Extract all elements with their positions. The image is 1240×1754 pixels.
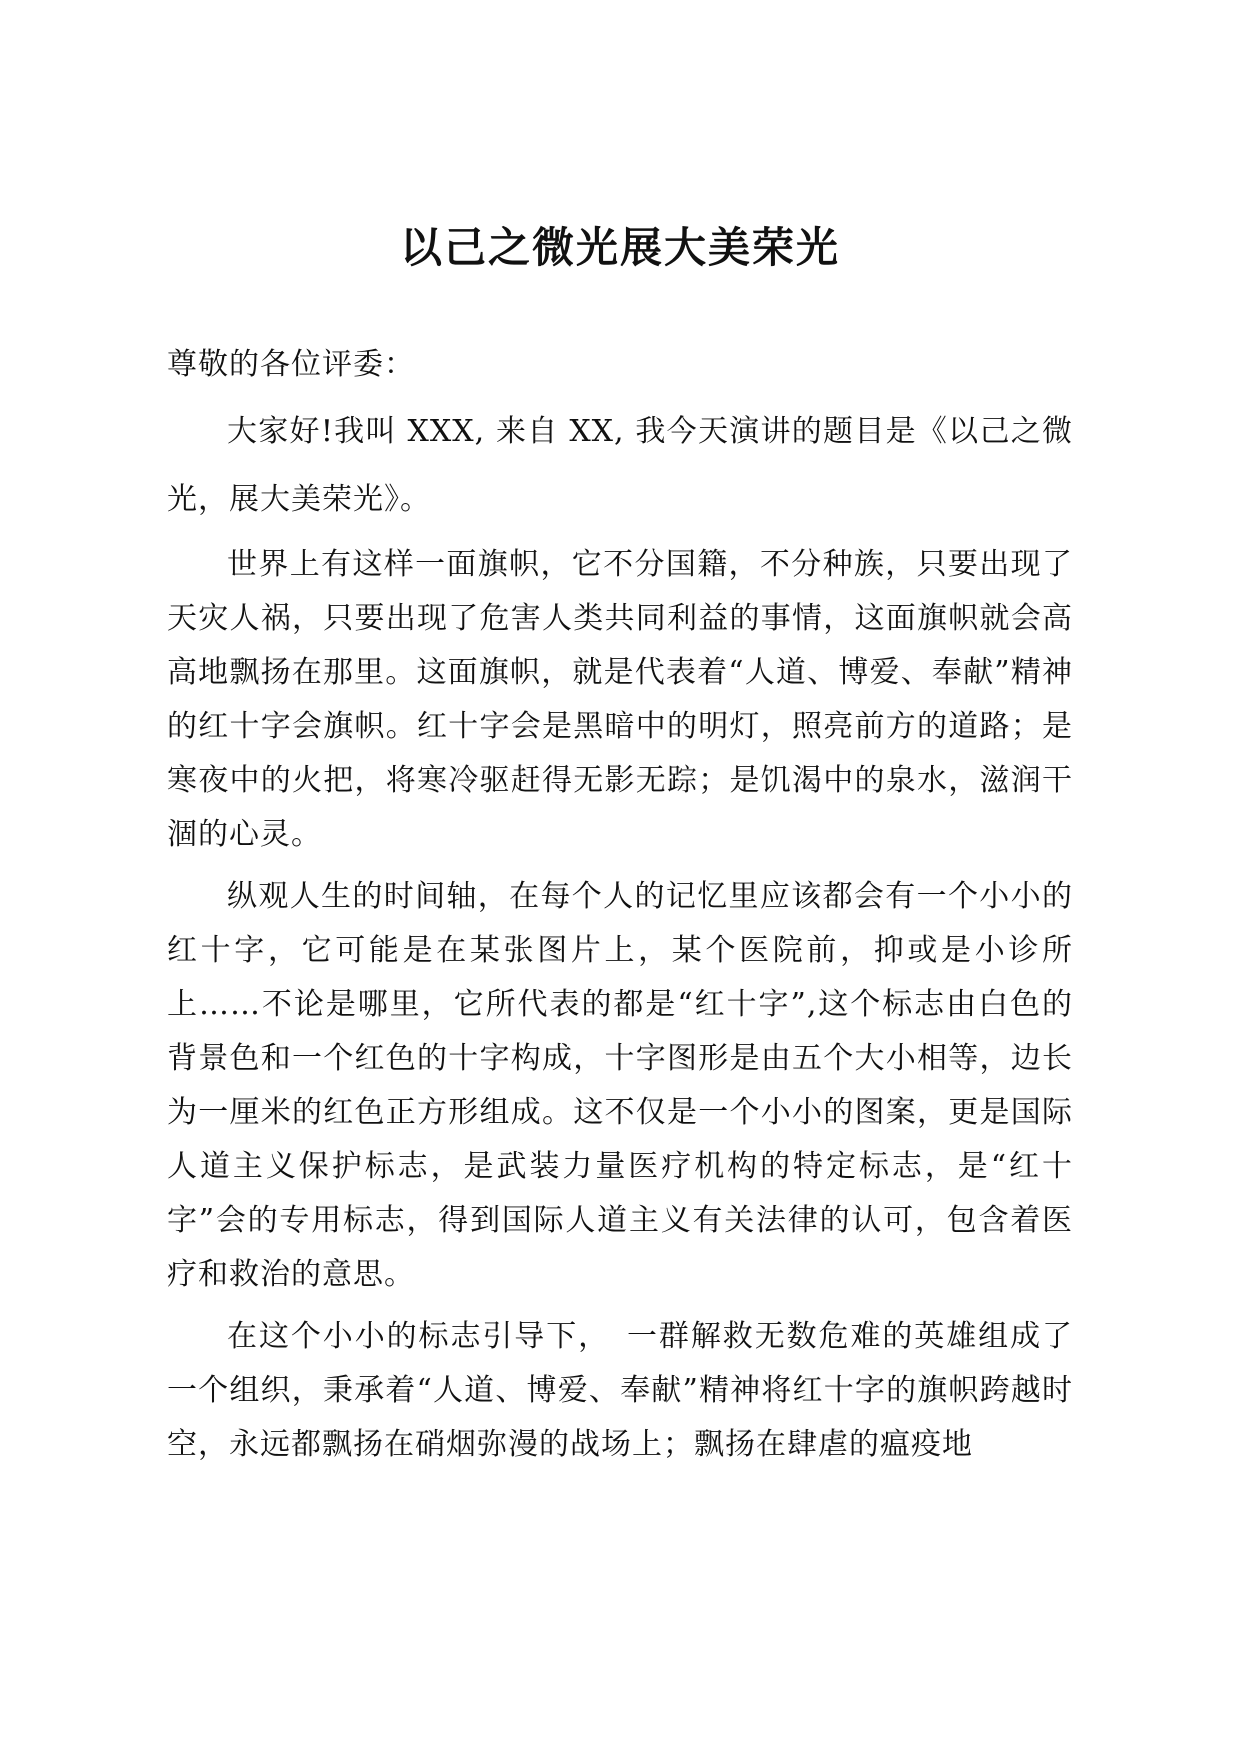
- paragraph-red-cross-symbol: 纵观人生的时间轴，在每个人的记忆里应该都会有一个小小的红十字，它可能是在某张图片上，某个医院前，抑或是小诊所上……不论是哪里，它所代表的都是“红十字”,这个标志由白色的背景色和一个红色的十字构成，十字图形是由五个大小相等，边长为一厘米的红色正方形组成。这不仅是一个小小的图案，更是国际人道主义保护标志，是武装力量医疗机构的特定标志，是“红十字”会的专用标志，得到国际人道主义有关法律的认可，包含着医疗和救治的意思。: [167, 879, 1073, 1292]
- document-title: 以己之微光展大美荣光: [399, 223, 840, 272]
- paragraph-heroes: 在这个小小的标志引导下， 一群解救无数危难的英雄组成了一个组织，秉承着“人道、博爱、奉献”精神将红十字的旗帜跨越时空，永远都飘扬在硝烟弥漫的战场上；飘扬在肆虐的瘟疫地: [167, 1319, 1073, 1462]
- paragraph-intro: 大家好!我叫 XXX, 来自 XX, 我今天演讲的题目是《以己之微光，展大美荣光》。: [167, 414, 1073, 517]
- document-body: [167, 338, 1073, 1480]
- salutation: 尊敬的各位评委：: [167, 347, 415, 382]
- paragraph-red-cross-flag: 世界上有这样一面旗帜，它不分国籍，不分种族，只要出现了天灾人祸，只要出现了危害人类共同利益的事情，这面旗帜就会高高地飘扬在那里。这面旗帜，就是代表着“人道、博爱、奉献”精神的红十字会旗帜。红十字会是黑暗中的明灯，照亮前方的道路；是寒夜中的火把，将寒冷驱赶得无影无踪；是饥渴中的泉水，滋润干涸的心灵。: [167, 547, 1073, 852]
